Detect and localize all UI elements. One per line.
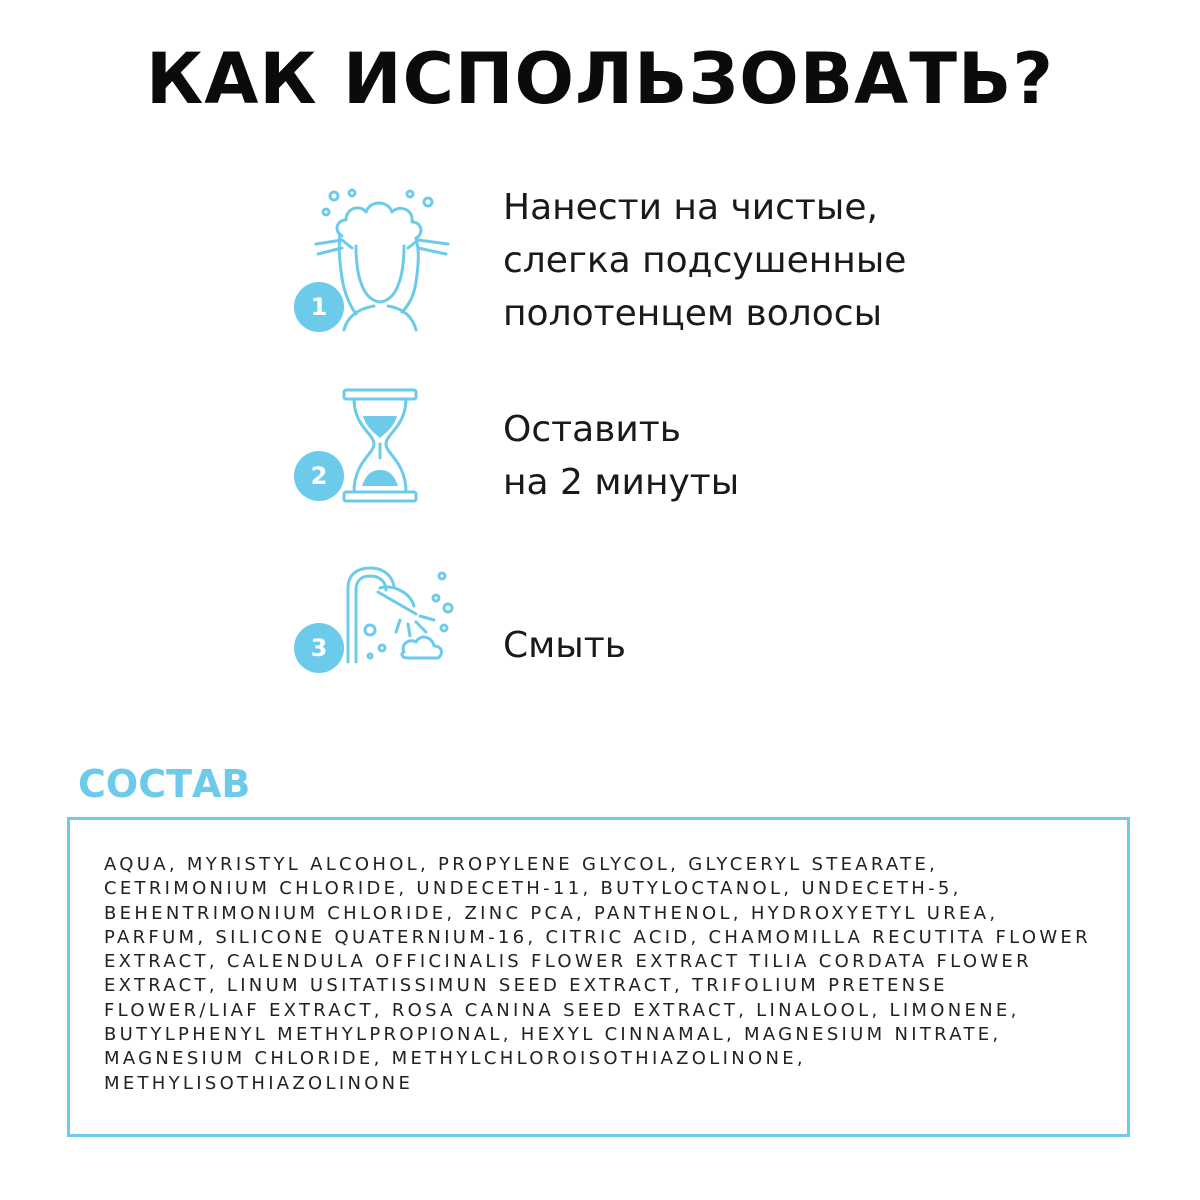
hourglass-icon <box>340 388 420 503</box>
composition-heading: СОСТАВ <box>78 762 251 806</box>
step-number-badge: 3 <box>294 623 344 673</box>
page-title: КАК ИСПОЛЬЗОВАТЬ? <box>146 38 1054 120</box>
shower-icon <box>340 562 455 667</box>
step-number-badge: 2 <box>294 451 344 501</box>
step-instruction-text: Нанести на чистые, слегка подсушенные полотенцем волосы <box>503 187 907 334</box>
step-instruction-text: Смыть <box>503 625 626 666</box>
step-number-badge: 1 <box>294 282 344 332</box>
step-instruction-text: Оставить на 2 минуты <box>503 409 740 503</box>
ingredients-list: AQUA, MYRISTYL ALCOHOL, PROPYLENE GLYCOL, GLYCERYL STEARATE, CETRIMONIUM CHLORIDE, UNDECETH-11, BUTYLOCTANOL, UNDECETH-5, BEHENTRIMONIUM CHLORIDE, ZINC PCA, PANTHENOL, HYDROXYETYL UREA, PARFUM, SILICONE QUATERNIUM-16, CITRIC ACID, CHAMOMILLA RECUTITA FLOWER EXTRACT, CALENDULA OFFICINALIS FLOWER EXTRACT TILIA CORDATA FLOWER EXTRACT, LINUM USITATISSIMUN SEED EXTRACT, TRIFOLIUM PRETENSE FLOWER/LIAF EXTRACT, ROSA CANINA SEED EXTRACT, LINALOOL, LIMONENE, BUTYLPHENYL METHYLPROPIONAL, HEXYL CINNAMAL, MAGNESIUM NITRATE, MAGNESIUM CHLORIDE, METHYLCHLOROISOTHIAZOLINONE, METHYLISOTHIAZOLINONE <box>104 854 1091 1094</box>
